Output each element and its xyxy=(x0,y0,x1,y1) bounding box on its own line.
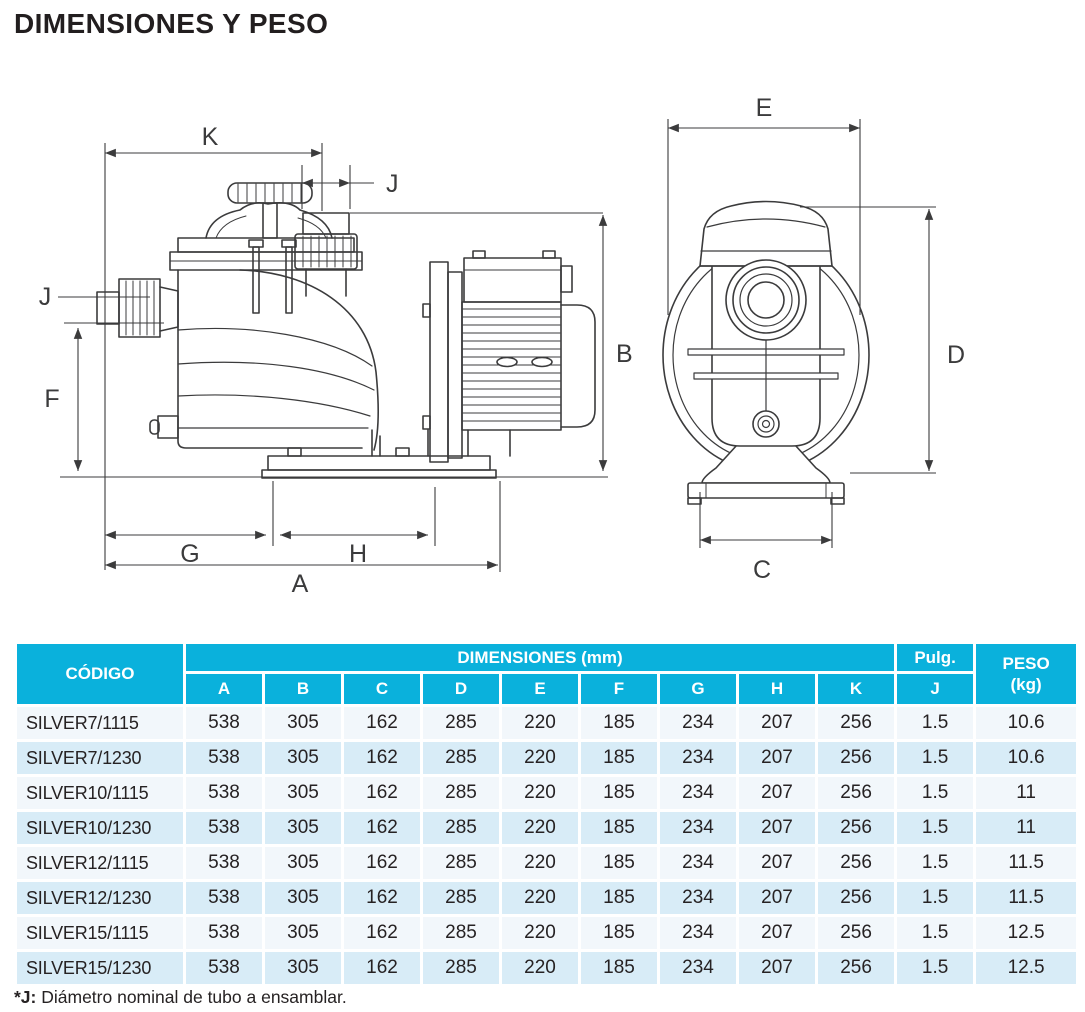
table-row: SILVER15/1230 538 305 162 285 220 185 234 207 256 1.5 12.5 xyxy=(17,952,1076,984)
header-col-f: F xyxy=(581,674,657,704)
header-col-c: C xyxy=(344,674,420,704)
cell-codigo: SILVER10/1115 xyxy=(17,777,183,809)
dim-label-k: K xyxy=(201,123,219,151)
header-col-e: E xyxy=(502,674,578,704)
pump-front-view xyxy=(663,202,869,505)
footnote xyxy=(14,987,347,1008)
header-peso-line1: PESO xyxy=(1002,653,1050,673)
dim-label-b: B xyxy=(616,340,633,368)
header-col-h: H xyxy=(739,674,815,704)
dim-label-a: A xyxy=(291,570,309,598)
dim-label-e: E xyxy=(755,94,773,122)
header-col-d: D xyxy=(423,674,499,704)
table-row: SILVER10/1230 538 305 162 285 220 185 234 207 256 1.5 11 xyxy=(17,812,1076,844)
dim-label-d: D xyxy=(947,341,966,369)
header-pulg: Pulg. xyxy=(897,644,973,671)
header-col-g: G xyxy=(660,674,736,704)
header-peso xyxy=(976,644,1076,704)
header-peso-line2: (kg) xyxy=(1010,675,1042,694)
cell-codigo: SILVER10/1230 xyxy=(17,812,183,844)
header-col-k: K xyxy=(818,674,894,704)
header-col-b: B xyxy=(265,674,341,704)
header-col-a: A xyxy=(186,674,262,704)
table-row: SILVER12/1115 538 305 162 285 220 185 234 207 256 1.5 11.5 xyxy=(17,847,1076,879)
dim-label-c: C xyxy=(752,556,772,584)
cell-codigo: SILVER7/1115 xyxy=(17,707,183,739)
pump-side-view xyxy=(97,183,595,478)
header-dimensiones: DIMENSIONES (mm) xyxy=(186,644,894,671)
cell-codigo: SILVER15/1230 xyxy=(17,952,183,984)
dim-label-f: F xyxy=(44,385,60,413)
dim-label-g: G xyxy=(180,540,200,568)
cell-codigo: SILVER12/1230 xyxy=(17,882,183,914)
cell-codigo: SILVER7/1230 xyxy=(17,742,183,774)
page-title: DIMENSIONES Y PESO xyxy=(14,8,329,39)
header-col-j: J xyxy=(897,674,973,704)
cell-codigo: SILVER12/1115 xyxy=(17,847,183,879)
header-codigo: CÓDIGO xyxy=(17,644,183,704)
footnote-text: Diámetro nominal de tubo a ensamblar. xyxy=(36,987,347,1007)
table-row: SILVER15/1115 538 305 162 285 220 185 234 207 256 1.5 12.5 xyxy=(17,917,1076,949)
dimensions-table xyxy=(14,641,1079,987)
table-row: SILVER10/1115 538 305 162 285 220 185 234 207 256 1.5 11 xyxy=(17,777,1076,809)
cell-codigo: SILVER15/1115 xyxy=(17,917,183,949)
table-row: SILVER7/1230 538 305 162 285 220 185 234 207 256 1.5 10.6 xyxy=(17,742,1076,774)
table-row: SILVER12/1230 538 305 162 285 220 185 234 207 256 1.5 11.5 xyxy=(17,882,1076,914)
dim-label-j-left: J xyxy=(38,283,52,311)
footnote-prefix: *J: xyxy=(14,987,37,1007)
dim-label-j-top: J xyxy=(386,170,399,198)
table-row: SILVER7/1115 538 305 162 285 220 185 234 207 256 1.5 10.6 xyxy=(17,707,1076,739)
dim-label-h: H xyxy=(348,540,368,568)
